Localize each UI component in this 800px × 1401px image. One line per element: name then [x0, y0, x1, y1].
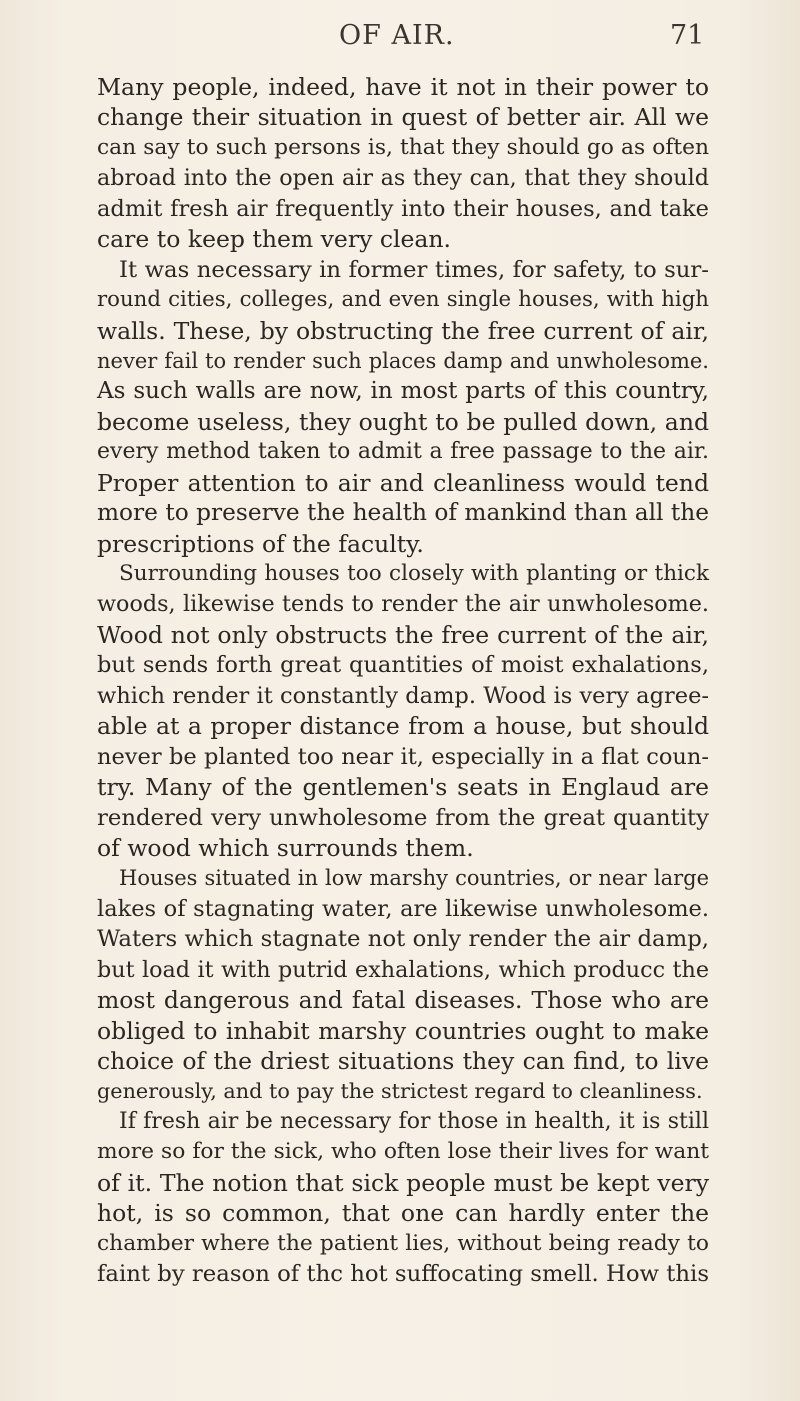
text-line: more to preserve the health of mankind than all the: [97, 499, 709, 527]
text-line: try. Many of the gentlemen's seats in Englaud are: [97, 773, 709, 802]
text-line: faint by reason of thc hot suffocating smell. How this: [97, 1261, 709, 1288]
text-line: admit fresh air frequently into their houses, and take: [97, 195, 709, 222]
text-line: choice of the driest situations they can find, to live: [97, 1047, 709, 1075]
text-line: rendered very unwholesome from the great quantity: [97, 804, 709, 831]
text-line: chamber where the patient lies, without being ready to: [97, 1230, 709, 1256]
text-line: As such walls are now, in most parts of this country,: [97, 378, 709, 405]
text-line: abroad into the open air as they can, that they should: [97, 165, 709, 192]
text-line: woods, likewise tends to render the air unwholesome.: [97, 591, 709, 618]
text-line: If fresh air be necessary for those in health, it is still: [119, 1108, 709, 1134]
text-line: which render it constantly damp. Wood is very agree-: [97, 682, 709, 709]
text-line: more so for the sick, who often lose their lives for want: [97, 1139, 709, 1165]
text-line: of it. The notion that sick people must be kept very: [97, 1168, 709, 1197]
text-line: Waters which stagnate not only render the air damp,: [97, 926, 709, 953]
text-line: obliged to inhabit marshy countries ought to make: [97, 1016, 709, 1045]
text-line: Surrounding houses too closely with planting or thick: [119, 561, 709, 586]
text-line: prescriptions of the faculty.: [97, 529, 424, 558]
text-line: can say to such persons is, that they should go as often: [97, 134, 709, 160]
text-line: Wood not only obstructs the free current of the air,: [97, 620, 709, 649]
body-text: [97, 72, 709, 1290]
text-line: but load it with putrid exhalations, which producc the: [97, 956, 709, 983]
text-line: every method taken to admit a free passage to the air.: [97, 439, 709, 465]
text-line: walls. These, by obstructing the free current of air,: [97, 316, 709, 345]
text-line: lakes of stagnating water, are likewise unwholesome.: [97, 895, 709, 922]
text-line: never fail to render such places damp and unwholesome.: [97, 348, 709, 373]
page-header: [0, 20, 800, 60]
text-line: never be planted too near it, especially in a flat coun-: [97, 743, 709, 770]
text-line: most dangerous and fatal diseases. Those who are: [97, 986, 709, 1015]
text-line: change their situation in quest of better air. All we: [97, 103, 709, 132]
text-line: care to keep them very clean.: [97, 225, 452, 254]
text-line: It was necessary in former times, for safety, to sur-: [119, 256, 709, 283]
text-line: become useless, they ought to be pulled down, and: [97, 407, 709, 436]
text-line: Many people, indeed, have it not in their power to: [97, 73, 709, 101]
text-line: Houses situated in low marshy countries, or near large: [119, 866, 709, 891]
text-line: generously, and to pay the strictest regard to cleanliness.: [97, 1079, 703, 1104]
text-line: but sends forth great quantities of moist exhalations,: [97, 652, 709, 679]
page-number: 71: [670, 20, 705, 51]
text-line: of wood which surrounds them.: [97, 833, 474, 862]
text-line: Proper attention to air and cleanliness would tend: [97, 468, 709, 497]
running-head: OF AIR.: [339, 20, 455, 51]
text-line: round cities, colleges, and even single houses, with high: [97, 287, 709, 313]
text-line: able at a proper distance from a house, but should: [97, 712, 709, 741]
text-line: hot, is so common, that one can hardly enter the: [97, 1199, 709, 1228]
